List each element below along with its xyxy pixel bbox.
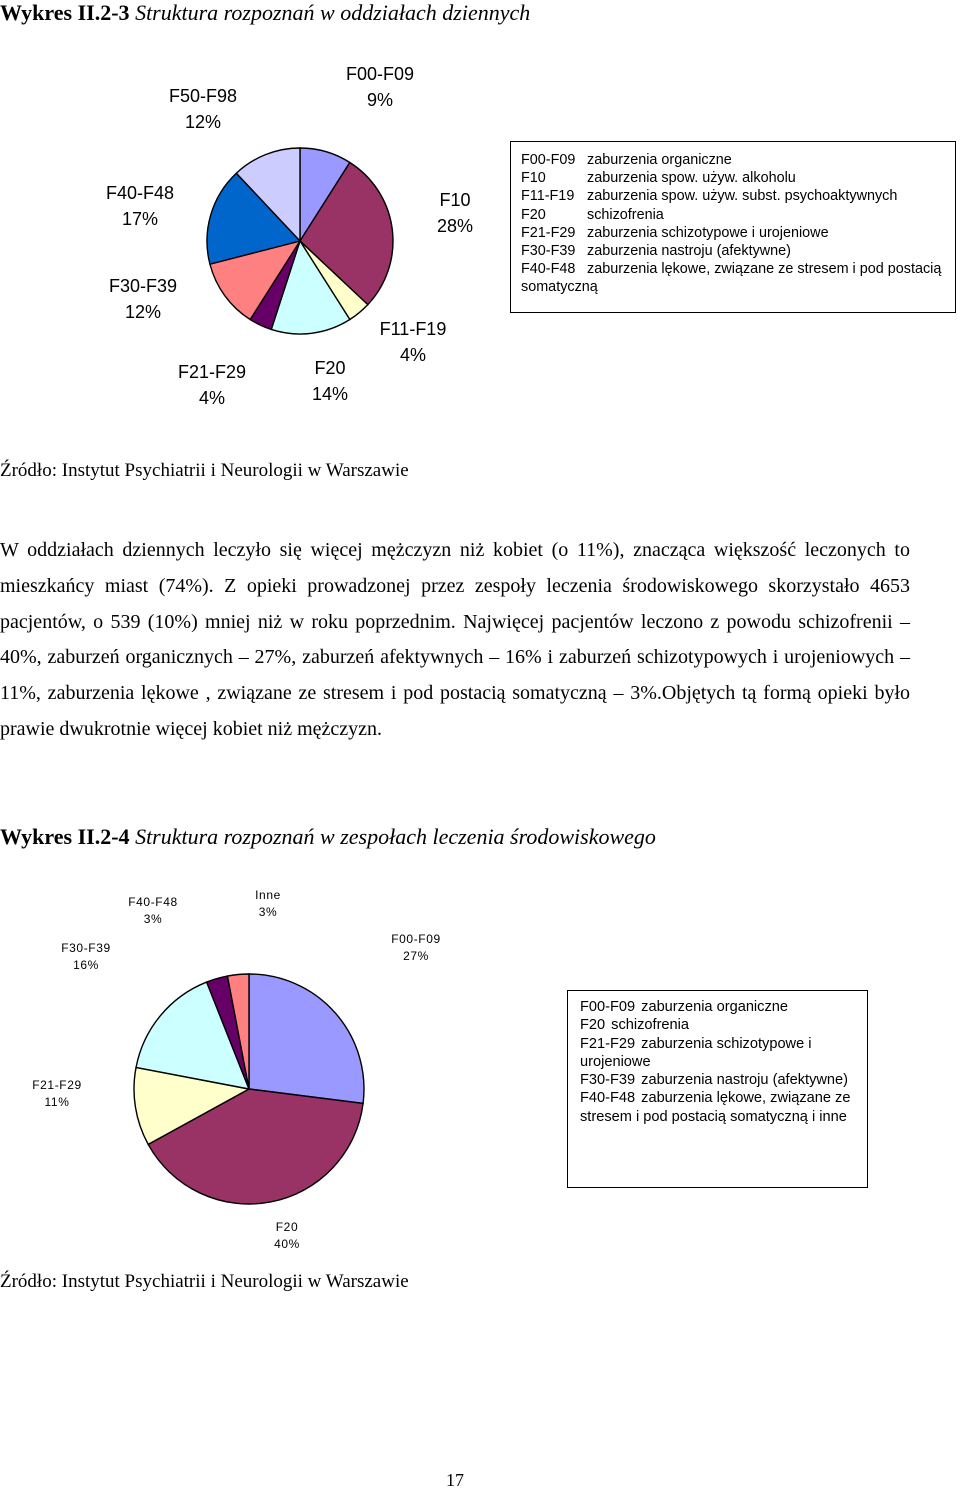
slice-label-f21-f29: F21-F29 (177, 362, 247, 382)
legend-code: F40-F48 (521, 261, 576, 278)
slice-value-f10: 28% (436, 216, 474, 236)
legend-item (580, 1016, 857, 1034)
slice-label-f11-f19: F11-F19 (379, 319, 447, 339)
slice-value-f00-f09: 27% (403, 949, 429, 963)
slice-value-f20: 14% (311, 384, 349, 404)
legend-code: F10 (521, 170, 546, 187)
slice-value-f21-f29: 4% (198, 388, 226, 408)
body-paragraph: W oddziałach dziennych leczyło się więcej mężczyzn niż kobiet (o 11%), znacząca większość leczonych to mieszkańcy miast (74%). Z opieki prowadzonej przez zespoły leczenia środowiskowego skorzystało 4653 pacjentów, o 539 (10%) mniej niż w roku poprzednim. Najwięcej pacjentów leczono z powodu schizofrenii – 40%, zaburzeń organicznych – 27%, zaburzeń afektywnych – 16% i zaburzeń schizotypowych i urojeniowych – 11%, zaburzenia lękowe , związane ze stresem i pod postacią somatyczną – 3%.Objętych tą formą opieki było prawie dwukrotnie więcej kobiet niż mężczyzn. (0, 539, 910, 740)
slice-value-inne: 3% (258, 905, 278, 919)
slice-label-f21-f29: F21-F29 (32, 1078, 82, 1092)
slice-label-f00-f09: F00-F09 (345, 64, 415, 84)
legend-item (521, 169, 955, 187)
slice-label-f10: F10 (439, 190, 471, 210)
legend-desc: zaburzenia lękowe, związane ze stresem i pod postacią somatyczną i inne (580, 1090, 851, 1125)
legend-item (521, 151, 955, 169)
legend-item (580, 998, 857, 1016)
slice-label-f00-f09: F00-F09 (391, 932, 441, 946)
slice-label-f30-f39: F30-F39 (61, 941, 111, 955)
legend-desc: zaburzenia spow. używ. alkoholu (587, 170, 796, 187)
legend-item (521, 206, 955, 224)
slice-value-f21-f29: 11% (44, 1095, 70, 1109)
legend-item (580, 1071, 857, 1089)
legend-code: F40-F48 (580, 1090, 636, 1107)
slice-value-f40-f48: 3% (143, 912, 163, 926)
legend-item (521, 224, 955, 242)
chart2-source: Źródło: Instytut Psychiatrii i Neurologii w Warszawie (0, 1271, 409, 1292)
slice-label-f30-f39: F30-F39 (108, 276, 178, 296)
legend-code: F21-F29 (521, 224, 576, 241)
legend-code: F21-F29 (580, 1035, 636, 1052)
slice-value-f30-f39: 16% (73, 958, 99, 972)
chart2-caption (0, 824, 656, 850)
legend-code: F00-F09 (580, 999, 636, 1015)
legend-item (521, 242, 955, 260)
slice-label-f20: F20 (275, 1220, 299, 1234)
slice-value-f20: 40% (274, 1237, 300, 1251)
legend-code: F20 (521, 206, 546, 223)
legend-code: F30-F39 (521, 243, 576, 260)
chart1-source: Źródło: Instytut Psychiatrii i Neurologii w Warszawie (0, 460, 409, 481)
slice-value-f50-f98: 12% (184, 112, 222, 132)
chart2-caption-title: Struktura rozpoznań w zespołach leczenia środowiskowego (135, 824, 656, 849)
chart2-legend (567, 990, 868, 1188)
slice-label-f40-f48: F40-F48 (105, 183, 175, 203)
legend-item (580, 1035, 857, 1072)
legend-code: F20 (580, 1017, 606, 1034)
legend-desc: zaburzenia schizotypowe i urojeniowe (580, 1035, 812, 1070)
legend-desc: schizofrenia (587, 206, 664, 223)
legend-desc: zaburzenia nastroju (afektywne) (587, 243, 791, 260)
slice-value-f40-f48: 17% (121, 209, 159, 229)
legend-desc: zaburzenia organiczne (641, 999, 788, 1015)
slice-value-f30-f39: 12% (124, 302, 162, 322)
chart1-legend (510, 141, 956, 313)
chart1-caption-number: Wykres II.2-3 (0, 0, 130, 25)
legend-item (580, 1089, 857, 1126)
legend-desc: zaburzenia nastroju (afektywne) (641, 1072, 849, 1089)
slice-label-f50-f98: F50-F98 (168, 86, 238, 106)
legend-desc: zaburzenia schizotypowe i urojeniowe (587, 224, 829, 241)
legend-code: F00-F09 (521, 152, 576, 168)
slice-label-inne: Inne (255, 888, 281, 902)
slice-value-f11-f19: 4% (399, 345, 427, 365)
legend-code: F11-F19 (521, 188, 575, 205)
slice-value-f00-f09: 9% (366, 90, 394, 110)
slice-label-f20: F20 (314, 358, 346, 378)
page-number: 17 (446, 1470, 464, 1490)
chart2-caption-number: Wykres II.2-4 (0, 824, 130, 849)
pie-slice-f00-f09 (249, 974, 364, 1103)
legend-desc: zaburzenia lękowe, związane ze stresem i pod postacią somatyczną (521, 261, 942, 296)
legend-code: F30-F39 (580, 1072, 636, 1089)
legend-item (521, 187, 955, 205)
chart1-caption-title: Struktura rozpoznań w oddziałach dziennych (135, 0, 531, 25)
legend-item (521, 260, 955, 296)
slice-label-f40-f48: F40-F48 (128, 895, 178, 909)
legend-desc: zaburzenia organiczne (587, 152, 732, 168)
legend-desc: schizofrenia (611, 1017, 690, 1034)
legend-desc: zaburzenia spow. używ. subst. psychoaktywnych (587, 188, 898, 205)
